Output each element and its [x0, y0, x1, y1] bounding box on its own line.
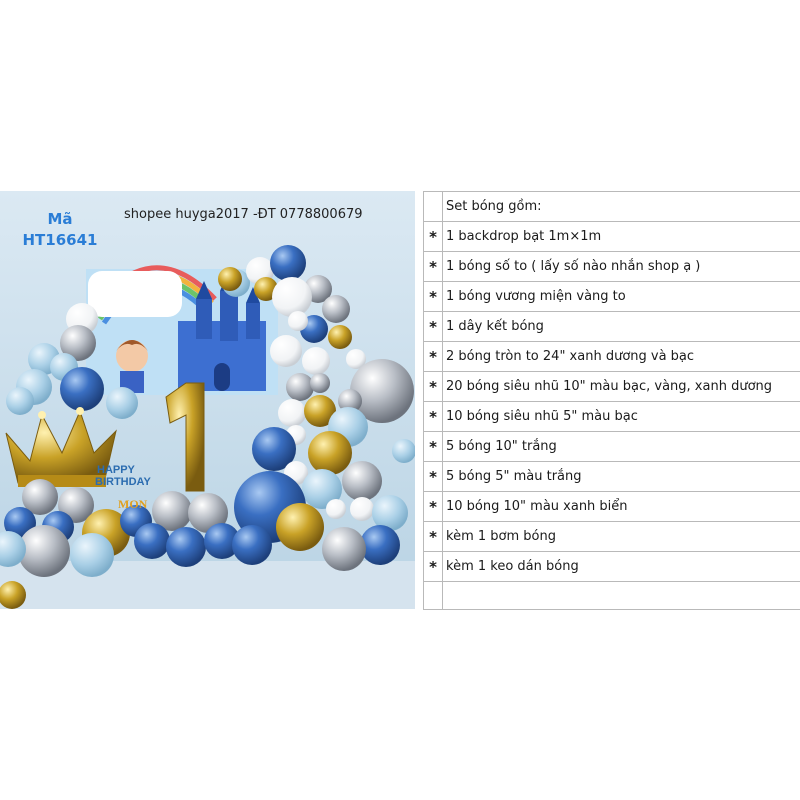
table-row [424, 372, 800, 402]
table-row [424, 252, 800, 282]
bullet-star: * [424, 462, 443, 492]
table-row [424, 492, 800, 522]
table-row-empty [424, 582, 800, 610]
kit-item-text: 10 bóng 10" màu xanh biển [443, 492, 800, 522]
table-row [424, 342, 800, 372]
kit-item-text: 5 bóng 10" trắng [443, 432, 800, 462]
kit-item-text: 10 bóng siêu nhũ 5" màu bạc [443, 402, 800, 432]
bullet-star: * [424, 282, 443, 312]
table-header: Set bóng gồm: [443, 192, 800, 222]
banner-text-happy: HAPPY [97, 464, 135, 476]
bullet-star: * [424, 402, 443, 432]
balloon-set-illustration [0, 191, 415, 609]
kit-item-text: 20 bóng siêu nhũ 10" màu bạc, vàng, xanh dương [443, 372, 800, 402]
banner-name: MON [118, 497, 148, 511]
table-cell [424, 582, 443, 610]
table-cell [424, 192, 443, 222]
table-cell [443, 582, 800, 610]
kit-item-text: 5 bóng 5" màu trắng [443, 462, 800, 492]
table-header-row [424, 192, 800, 222]
product-code [14, 209, 106, 251]
kit-item-text: 1 bóng số to ( lấy số nào nhắn shop ạ ) [443, 252, 800, 282]
table-row [424, 522, 800, 552]
bullet-star: * [424, 252, 443, 282]
bullet-star: * [424, 552, 443, 582]
bullet-star: * [424, 312, 443, 342]
table-row [424, 462, 800, 492]
table-row [424, 402, 800, 432]
table-row [424, 312, 800, 342]
bullet-star: * [424, 492, 443, 522]
product-code-label: Mã [47, 210, 73, 228]
bullet-star: * [424, 222, 443, 252]
kit-contents-table [423, 191, 800, 609]
kit-item-text: 1 bóng vương miện vàng to [443, 282, 800, 312]
table-row [424, 552, 800, 582]
kit-item-text: 1 dây kết bóng [443, 312, 800, 342]
product-photo [0, 191, 415, 609]
bullet-star: * [424, 432, 443, 462]
table-row [424, 432, 800, 462]
bullet-star: * [424, 372, 443, 402]
kit-item-text: kèm 1 bơm bóng [443, 522, 800, 552]
bullet-star: * [424, 342, 443, 372]
kit-item-text: 1 backdrop bạt 1m×1m [443, 222, 800, 252]
banner-text-birthday: BIRTHDAY [95, 476, 151, 488]
kit-item-text: kèm 1 keo dán bóng [443, 552, 800, 582]
kit-item-text: 2 bóng tròn to 24" xanh dương và bạc [443, 342, 800, 372]
product-code-value: HT16641 [22, 231, 98, 249]
table-row [424, 282, 800, 312]
bullet-star: * [424, 522, 443, 552]
shop-contact-text: shopee huyga2017 -ĐT 0778800679 [124, 207, 363, 222]
table-row [424, 222, 800, 252]
